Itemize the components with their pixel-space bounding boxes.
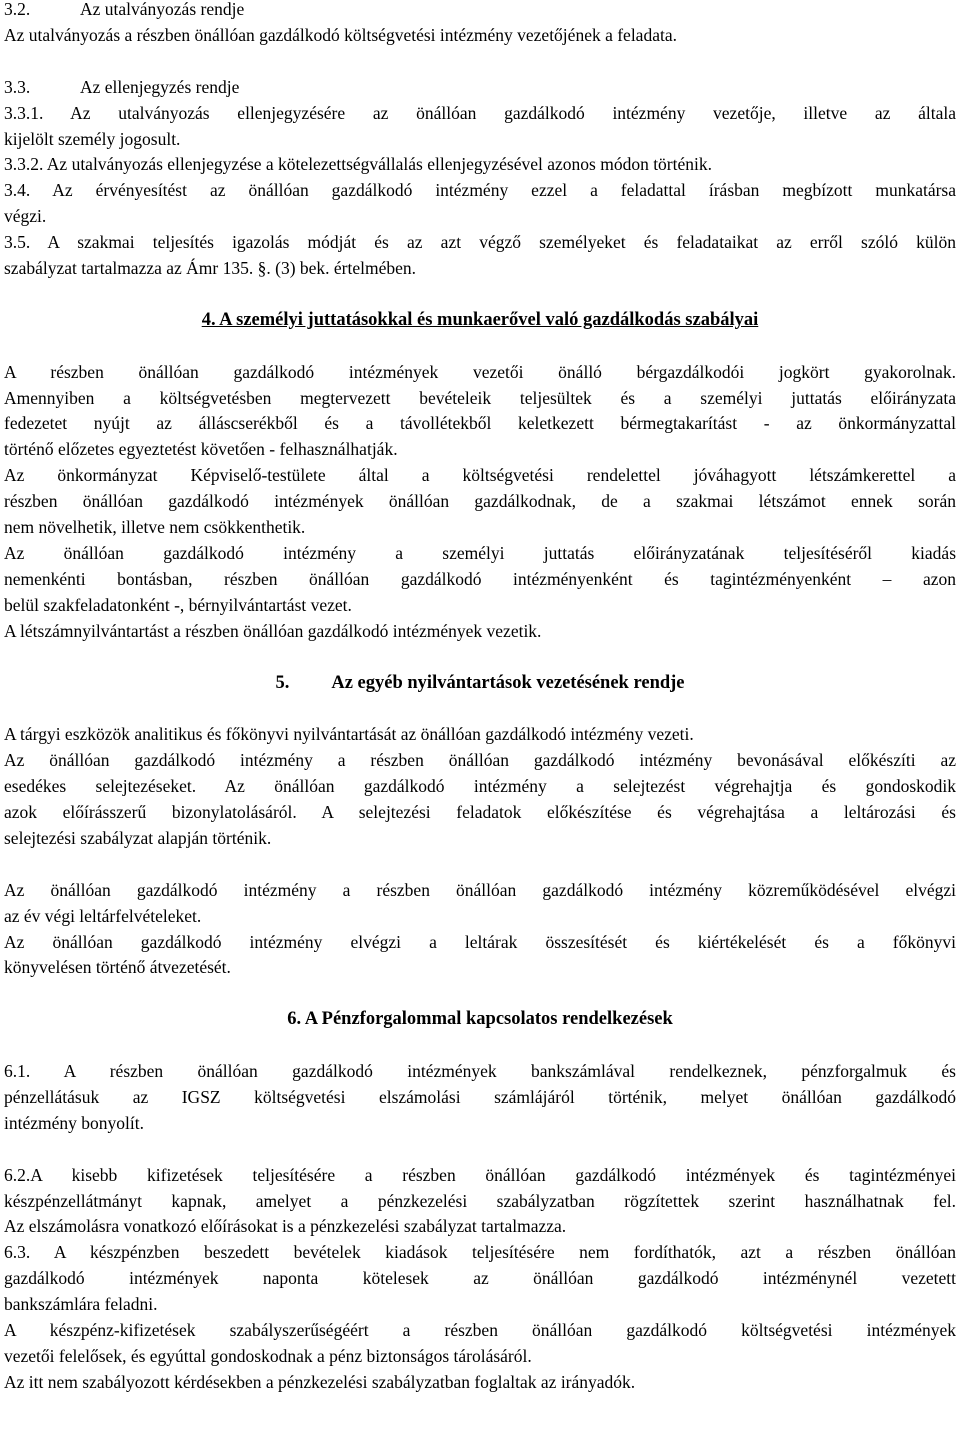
paragraph-line: kijelölt személy jogosult. <box>4 128 181 149</box>
paragraph-line: Az önállóan gazdálkodó intézmény elvégzi a leltárak összesítését és kiértékelését és a főkönyvi <box>4 931 956 952</box>
paragraph-line: nem növelhetik, illetve nem csökkenthetik. <box>4 517 306 538</box>
paragraph-line: intézmény bonyolít. <box>4 1112 144 1133</box>
paragraph-line: könyvelésen történő átvezetését. <box>4 957 231 978</box>
paragraph-line: A létszámnyilvántartást a részben önállóan gazdálkodó intézmények vezetik. <box>4 620 542 641</box>
paragraph-line: gazdálkodó intézmények naponta kötelesek az önállóan gazdálkodó intézménynél vezetett <box>4 1268 956 1289</box>
paragraph-line: Az elszámolásra vonatkozó előírásokat is a pénzkezelési szabályzat tartalmazza. <box>4 1216 567 1237</box>
section-title: Az utalványozás rendje <box>80 0 245 19</box>
paragraph-line: pénzellátásuk az IGSZ költségvetési elszámolási számlájáról történik, melyet önállóan gazdálkodó <box>4 1086 956 1107</box>
paragraph-line: végzi. <box>4 206 47 227</box>
paragraph: Az utalványozás a részben önállóan gazdálkodó költségvetési intézmény vezetőjének a feladata. <box>4 24 677 45</box>
paragraph-line: Az önállóan gazdálkodó intézmény a személyi juttatás előirányzatának teljesítéséről kiadás <box>4 542 956 563</box>
paragraph-line: A részben önállóan gazdálkodó intézmények vezetői önálló bérgazdálkodói jogkört gyakorolnak. <box>4 361 956 382</box>
paragraph-line: 6.2.A kisebb kifizetések teljesítésére a részben önállóan gazdálkodó intézmények és tagintézményei <box>4 1164 956 1185</box>
spacer <box>4 334 956 360</box>
paragraph-line: vezetői felelősek, és egyúttal gondoskodnak a pénz biztonságos tárolásáról. <box>4 1345 532 1366</box>
spacer <box>4 852 956 878</box>
section-number: 5. <box>275 672 290 693</box>
paragraph-line: Az önállóan gazdálkodó intézmény a részben önállóan gazdálkodó intézmény közreműködésével elvégzi <box>4 879 956 900</box>
paragraph-line: esedékes selejtezéseket. Az önállóan gazdálkodó intézmény a selejtezést végrehajtja és gondoskodik <box>4 776 956 797</box>
paragraph-line: 6.3. A készpénzben beszedett bevételek kiadások teljesítésére nem fordíthatók, azt a részben önállóan <box>4 1242 956 1263</box>
paragraph-line: történő előzetes egyeztetést követően - felhasználhatják. <box>4 439 398 460</box>
paragraph-line: azok előírásszerű bizonylatolásáról. A selejtezési feladatok előkészítése és végrehajtása a leltározási és <box>4 802 956 823</box>
spacer <box>4 282 956 308</box>
section-3-2-heading <box>4 0 956 23</box>
paragraph-line: az év végi leltárfelvételeket. <box>4 905 202 926</box>
spacer <box>4 645 956 671</box>
paragraph-line: A tárgyi eszközök analitikus és főkönyvi nyilvántartását az önállóan gazdálkodó intézmény vezeti. <box>4 724 694 745</box>
paragraph-line: 3.4. Az érvényesítést az önállóan gazdálkodó intézmény ezzel a feladattal írásban megbízott munkatársa <box>4 180 956 201</box>
paragraph-line: Az önkormányzat Képviselő-testülete által a költségvetési rendelettel jóváhagyott létszámkerettel a <box>4 465 956 486</box>
paragraph-line: Amennyiben a költségvetésben megtervezett bevételeik teljesültek és a személyi juttatás előirányzata <box>4 387 956 408</box>
section-number: 3.2. <box>4 0 31 19</box>
paragraph-line: 6.1. A részben önállóan gazdálkodó intézmények bankszámlával rendelkeznek, pénzforgalmuk és <box>4 1061 956 1082</box>
paragraph-line: A készpénz-kifizetések szabályszerűségéért a részben önállóan gazdálkodó költségvetési intézmények <box>4 1320 956 1341</box>
paragraph-line: belül szakfeladatonként -, bérnyilvántartást vezet. <box>4 594 352 615</box>
section-number: 3.3. <box>4 76 31 97</box>
paragraph-line: fedezetet nyújt az álláscserékből és a távollétekből keletkezett bérmegtakarítást - az önkormányzattal <box>4 413 956 434</box>
paragraph-line: részben önállóan gazdálkodó intézmények önállóan gazdálkodnak, de a szakmai létszámot ennek során <box>4 491 956 512</box>
paragraph-line: bankszámlára feladni. <box>4 1294 158 1315</box>
spacer <box>4 49 956 75</box>
section-4-heading: 4. A személyi juttatásokkal és munkaerővel való gazdálkodás szabályai <box>201 309 759 330</box>
section-3-3-heading <box>4 75 956 101</box>
paragraph-line: készpénzellátmányt kapnak, amelyet a pénzkezelési szabályzatban rögzítettek szerint használhatnak fel. <box>4 1190 956 1211</box>
spacer <box>4 1033 956 1059</box>
paragraph-line: selejtezési szabályzat alapján történik. <box>4 827 272 848</box>
spacer <box>4 1137 956 1163</box>
paragraph-line: Az önállóan gazdálkodó intézmény a részben önállóan gazdálkodó intézmény bevonásával előkészíti az <box>4 750 956 771</box>
paragraph-line: 3.3.1. Az utalványozás ellenjegyzésére az önállóan gazdálkodó intézmény vezetője, illetve az általa <box>4 102 956 123</box>
paragraph-line: 3.3.2. Az utalványozás ellenjegyzése a kötelezettségvállalás ellenjegyzésével azonos módon történik. <box>4 154 712 175</box>
paragraph-line: Az itt nem szabályozott kérdésekben a pénzkezelési szabályzatban foglaltak az irányadók. <box>4 1371 636 1392</box>
section-5-heading <box>4 671 956 697</box>
spacer <box>4 696 956 722</box>
section-title: Az egyéb nyilvántartások vezetésének rendje <box>331 672 685 693</box>
paragraph-line: szabályzat tartalmazza az Ámr 135. §. (3) bek. értelmében. <box>4 258 417 279</box>
section-title: Az ellenjegyzés rendje <box>80 76 240 97</box>
paragraph-line: 3.5. A szakmai teljesítés igazolás módját és az azt végző személyeket és feladataikat az erről szóló külön <box>4 232 956 253</box>
spacer <box>4 981 956 1007</box>
paragraph-line: nemenkénti bontásban, részben önállóan gazdálkodó intézményenként és tagintézményenként – azon <box>4 568 956 589</box>
section-6-heading: 6. A Pénzforgalommal kapcsolatos rendelkezések <box>287 1009 673 1030</box>
